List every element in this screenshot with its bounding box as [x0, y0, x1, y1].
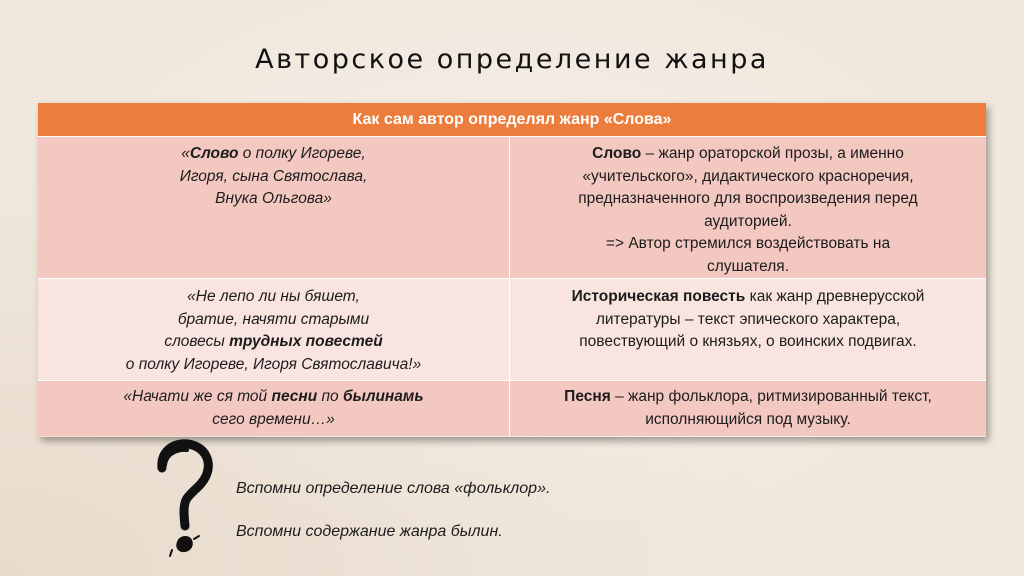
text-run: «Начати же ся той — [123, 388, 272, 405]
cell-line — [48, 188, 499, 211]
reminder-note: Вспомни определение слова «фольклор». — [236, 480, 551, 497]
bold-term: Песня — [564, 388, 611, 405]
text-run: о полку Игореве, — [238, 145, 366, 162]
bold-term: Слово — [189, 145, 239, 162]
text-run: – жанр ораторской прозы, а именно — [641, 145, 904, 162]
bold-term: былинамь — [342, 388, 424, 405]
text-run: братие, начяти старыми — [177, 310, 370, 328]
quote-cell — [38, 381, 510, 436]
cell-line — [522, 143, 974, 166]
table-row — [38, 380, 986, 436]
text-run: о полку Игореве, Игоря Святославича!» — [125, 355, 422, 373]
cell-line — [522, 211, 974, 234]
cell-line — [522, 386, 974, 409]
text-run: Внука Ольгова» — [215, 190, 332, 207]
cell-line — [48, 331, 499, 354]
definition-cell — [510, 137, 986, 278]
cell-line — [522, 409, 974, 432]
text-run: исполняющийся под музыку. — [645, 410, 851, 428]
text-run: слушателя. — [706, 257, 790, 275]
table-row — [38, 278, 986, 380]
bold-term: песни — [271, 388, 318, 405]
text-run: сего времени…» — [212, 410, 335, 428]
text-run: – жанр фольклора, ритмизированный текст, — [610, 388, 932, 405]
quote-cell — [38, 137, 510, 278]
bold-term: Слово — [592, 145, 642, 162]
quote-cell — [38, 279, 510, 380]
cell-line — [522, 309, 974, 332]
text-run: аудиторией. — [704, 212, 792, 230]
text-run: предназначенного для воспроизведения перед — [578, 190, 918, 207]
page-title: Авторское определение жанра — [255, 44, 769, 76]
text-run: повествующий о князьях, о воинских подвигах. — [579, 333, 917, 350]
cell-line — [48, 409, 499, 432]
text-run: Игоря, сына Святослава, — [179, 167, 368, 185]
cell-line — [48, 354, 499, 377]
reminder-note: Вспомни содержание жанра былин. — [236, 523, 503, 540]
text-run: «учительского», дидактического красноречия, — [582, 167, 914, 185]
text-run: по — [317, 388, 343, 405]
cell-line — [522, 331, 974, 354]
cell-line — [48, 286, 499, 309]
text-run: словесы — [164, 333, 230, 350]
definition-cell — [510, 381, 986, 436]
cell-line — [48, 309, 499, 332]
text-run: как жанр древнерусской — [745, 288, 925, 305]
genre-table — [38, 103, 986, 437]
text-run: литературы – текст эпического характера, — [595, 310, 901, 328]
cell-line — [522, 233, 974, 256]
question-mark-icon — [150, 438, 216, 564]
cell-line — [522, 188, 974, 211]
text-run: « — [181, 145, 190, 162]
cell-line — [522, 286, 974, 309]
cell-line — [522, 256, 974, 279]
cell-line — [48, 166, 499, 189]
cell-line — [48, 143, 499, 166]
cell-line — [522, 166, 974, 189]
cell-line — [48, 386, 499, 409]
text-run: «Не лепо ли ны бяшет, — [187, 288, 360, 305]
bold-term: трудных повестей — [229, 333, 383, 350]
bold-term: Историческая повесть — [571, 288, 746, 305]
text-run: => Автор стремился воздействовать на — [605, 235, 891, 252]
table-row — [38, 136, 986, 278]
definition-cell — [510, 279, 986, 380]
table-header: Как сам автор определял жанр «Слова» — [38, 103, 986, 136]
